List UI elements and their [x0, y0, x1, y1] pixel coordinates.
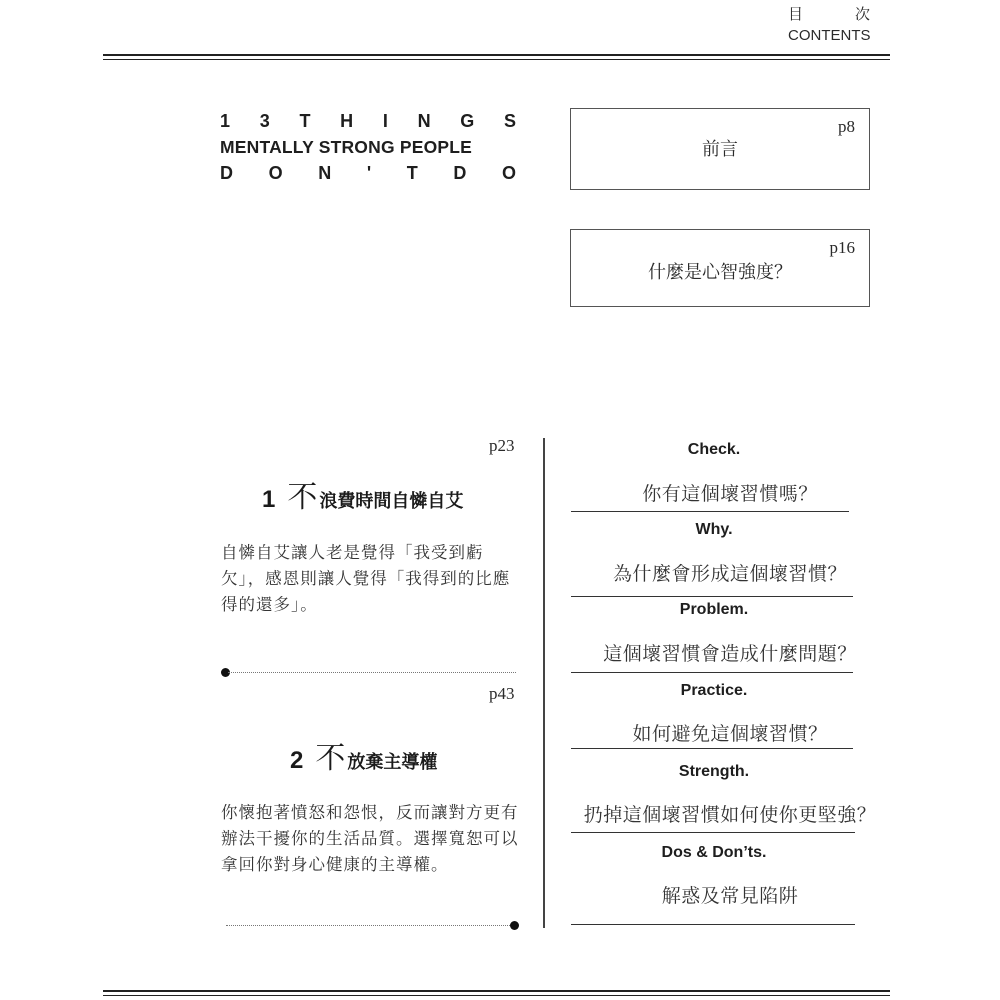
chapter-end-divider	[226, 925, 512, 926]
chapter-1-page: p23	[489, 436, 515, 455]
column-separator	[543, 438, 545, 928]
section-rule	[571, 832, 855, 833]
contents-heading-zh	[788, 3, 870, 24]
title-letter: H	[340, 111, 354, 131]
desc-line: 你懷抱著憤怒和怨恨，反而讓對方更有	[221, 803, 519, 822]
book-title-line-1	[220, 108, 516, 134]
mental-strength-page: p16	[829, 238, 855, 257]
section-practice-label: Practice.	[680, 682, 748, 699]
section-rule	[571, 596, 853, 597]
mental-strength-entry[interactable]	[570, 229, 870, 307]
title-letter: T	[406, 163, 418, 183]
preface-title: 前言	[702, 139, 738, 160]
top-double-rule	[103, 54, 890, 60]
mental-strength-title: 什麼是心智強度？	[648, 262, 792, 283]
title-letter: O	[268, 163, 283, 183]
section-rule	[571, 511, 849, 512]
section-rule	[571, 748, 853, 749]
section-problem-label: Problem.	[679, 601, 749, 618]
chapter-2-title-rest: 放棄主導權	[347, 752, 438, 773]
chapter-1-title[interactable]	[262, 472, 463, 516]
section-why-label: Why.	[695, 521, 733, 538]
desc-line: 拿回你對身心健康的主導權。	[221, 855, 449, 874]
chapter-1-number: 1	[262, 486, 276, 513]
title-letter: 1	[220, 111, 231, 131]
divider-dot	[510, 921, 519, 930]
contents-char-1: 目	[788, 5, 804, 23]
chapter-divider	[228, 672, 516, 673]
section-why-text: 為什麼會形成這個壞習慣？	[612, 563, 847, 585]
desc-line: 辦法干擾你的生活品質。選擇寬恕可以	[221, 829, 519, 848]
chapter-1-description	[221, 540, 521, 618]
title-letter: T	[299, 111, 311, 131]
title-letter: I	[382, 111, 388, 131]
desc-line: 欠」，感恩則讓人覺得「我得到的比應	[221, 569, 511, 588]
section-check-label: Check.	[687, 441, 741, 458]
book-title	[220, 108, 516, 186]
title-letter: N	[318, 163, 332, 183]
section-strength-text: 扔掉這個壞習慣如何使你更堅強？	[583, 804, 877, 826]
section-problem-text: 這個壞習慣會造成什麼問題？	[603, 643, 857, 665]
contents-char-2: 次	[854, 5, 870, 23]
book-title-line-2: MENTALLY STRONG PEOPLE	[220, 137, 473, 157]
title-letter: '	[366, 163, 372, 183]
preface-page: p8	[838, 117, 855, 136]
section-rule	[571, 924, 855, 925]
title-letter: 3	[259, 111, 270, 131]
title-letter: D	[220, 163, 233, 183]
chapter-2-first-char: 不	[315, 741, 346, 776]
chapter-2-description	[221, 800, 531, 878]
section-rule	[571, 672, 853, 673]
section-dos-donts-label: Dos & Don’ts.	[661, 844, 767, 861]
title-letter: N	[417, 111, 431, 131]
desc-line: 得的還多」。	[221, 595, 318, 614]
section-dos-donts-text: 解惑及常見陷阱	[661, 885, 799, 907]
desc-line: 自憐自艾讓人老是覺得「我受到虧	[221, 543, 484, 562]
section-practice-text: 如何避免這個壞習慣？	[632, 723, 828, 745]
chapter-2-number: 2	[290, 747, 304, 774]
chapter-2-page: p43	[489, 684, 515, 703]
book-title-line-3	[220, 160, 516, 186]
title-letter: D	[453, 163, 467, 183]
title-letter: G	[460, 111, 475, 131]
chapter-1-title-rest: 浪費時間自憐自艾	[319, 491, 464, 512]
bottom-double-rule	[103, 990, 890, 996]
section-strength-label: Strength.	[678, 763, 750, 780]
title-letter: O	[501, 163, 516, 183]
section-check-text: 你有這個壞習慣嗎？	[642, 483, 818, 505]
chapter-1-first-char: 不	[287, 480, 318, 515]
title-letter: S	[503, 111, 516, 131]
contents-heading-en: CONTENTS	[788, 27, 871, 44]
chapter-2-title[interactable]	[290, 733, 437, 777]
preface-entry[interactable]	[570, 108, 870, 190]
